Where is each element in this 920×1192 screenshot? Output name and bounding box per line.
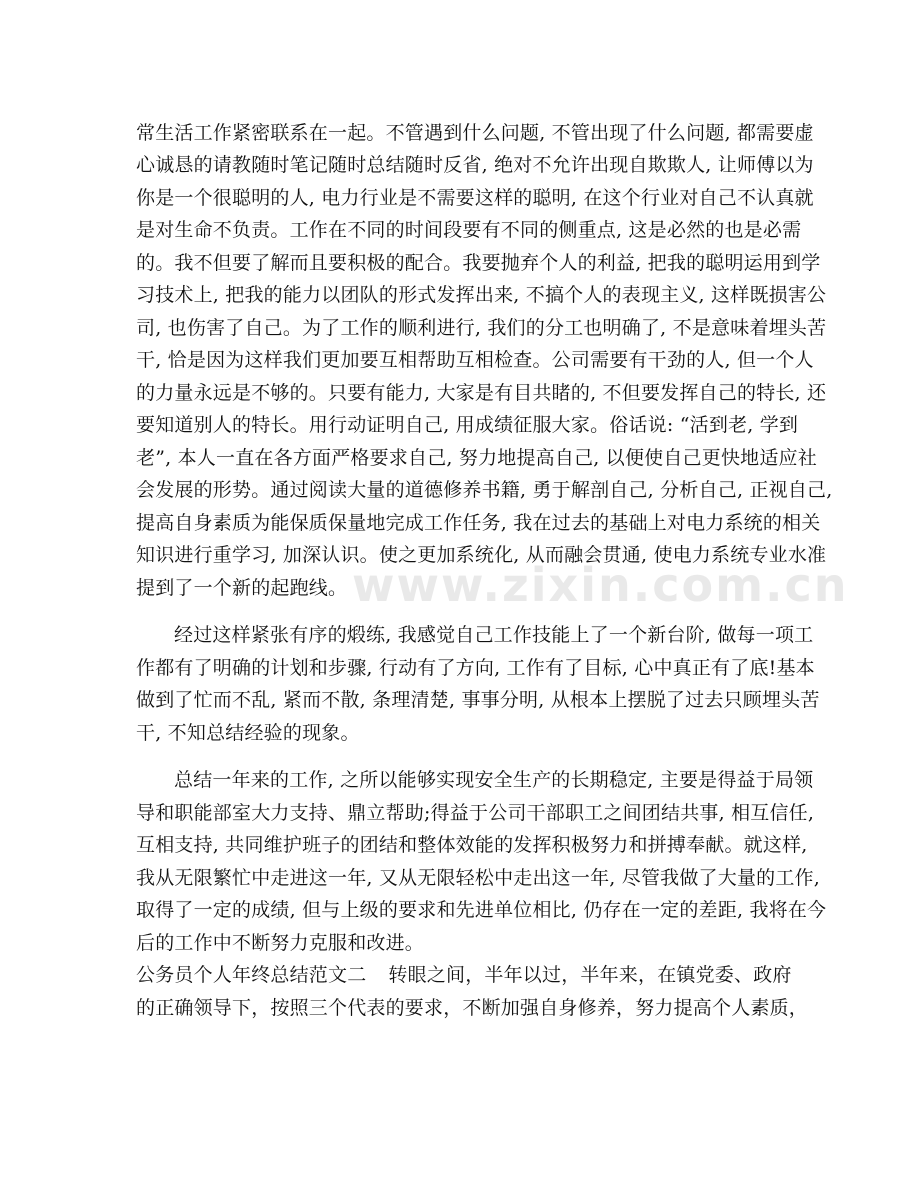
body-line: 司, 也伤害了自己。为了工作的顺利进行, 我们的分工也明确了, 不是意味着埋头苦 (136, 317, 827, 339)
body-line: 的正确领导下，按照三个代表的要求，不断加强自身修养，努力提高个人素质， (136, 997, 809, 1019)
body-line: 我从无限繁忙中走进这一年, 又从无限轻松中走出这一年, 尽管我做了大量的工作, (136, 867, 820, 889)
body-line: 要知道别人的特长。用行动证明自己, 用成绩征服大家。俗话说: “活到老, 学到 (136, 414, 799, 436)
body-line: 是对生命不负责。工作在不同的时间段要有不同的侧重点, 这是必然的也是必需 (136, 219, 802, 241)
body-line: 作都有了明确的计划和步骤, 行动有了方向, 工作有了目标, 心中真正有了底!基本 (136, 657, 815, 679)
body-line: 干, 不知总结经验的现象。 (136, 722, 360, 744)
body-line: 的力量永远是不够的。只要有能力, 大家是有目共睹的, 不但要发挥自己的特长, 还 (136, 382, 827, 404)
body-line: 习技术上, 把我的能力以团队的形式发挥出来, 不搞个人的表现主义, 这样既损害公 (136, 284, 827, 306)
section-title-line (136, 963, 792, 987)
section-title: 公务员个人年终总结范文二 (136, 964, 367, 986)
section-lead: 转眼之间，半年以过，半年来，在镇党委、政府 (388, 964, 792, 986)
body-line: 提到了一个新的起跑线。 (136, 577, 348, 599)
body-line: 互相支持, 共同维护班子的团结和整体效能的发挥积极努力和拼搏奉献。就这样, (136, 834, 808, 856)
body-line: 心诚恳的请教随时笔记随时总结随时反省, 绝对不允许出现自欺欺人, 让师傅以为 (136, 154, 814, 176)
body-line: 后的工作中不断努力克服和改进。 (136, 932, 425, 954)
body-line: 的。我不但要了解而且要积极的配合。我要抛弃个人的利益, 把我的聪明运用到学 (136, 252, 821, 274)
body-line: 做到了忙而不乱, 紧而不散, 条理清楚, 事事分明, 从根本上摆脱了过去只顾埋头苦 (136, 689, 820, 711)
body-line: 知识进行重学习, 加深认识。使之更加系统化, 从而融会贯通, 使电力系统专业水准 (136, 544, 827, 566)
paragraph-start: 经过这样紧张有序的煅练, 我感觉自己工作技能上了一个新台阶, 做每一项工 (174, 624, 814, 646)
body-line: 取得了一定的成绩, 但与上级的要求和先进单位相比, 仍存在一定的差距, 我将在今 (136, 899, 827, 921)
body-line: 常生活工作紧密联系在一起。不管遇到什么问题, 不管出现了什么问题, 都需要虚 (136, 122, 814, 144)
body-line: 提高自身素质为能保质保量地完成工作任务, 我在过去的基础上对电力系统的相关 (136, 512, 821, 534)
body-line: 老”, 本人一直在各方面严格要求自己, 努力地提高自己, 以便使自己更快地适应社 (136, 447, 817, 469)
body-line: 会发展的形势。通过阅读大量的道德修养书籍, 勇于解剖自己, 分析自己, 正视自己, (136, 479, 833, 501)
body-line: 你是一个很聪明的人, 电力行业是不需要这样的聪明, 在这个行业对自己不认真就 (136, 187, 814, 209)
paragraph-start: 总结一年来的工作, 之所以能够实现安全生产的长期稳定, 主要是得益于局领 (174, 769, 814, 791)
body-line: 干, 恰是因为这样我们更加要互相帮助互相检查。公司需要有干劲的人, 但一个人 (136, 349, 814, 371)
body-line: 导和职能部室大力支持、鼎立帮助;得益于公司干部职工之间团结共事, 相互信任, (136, 802, 815, 824)
watermark: www.zixin.com.cn (352, 558, 849, 612)
